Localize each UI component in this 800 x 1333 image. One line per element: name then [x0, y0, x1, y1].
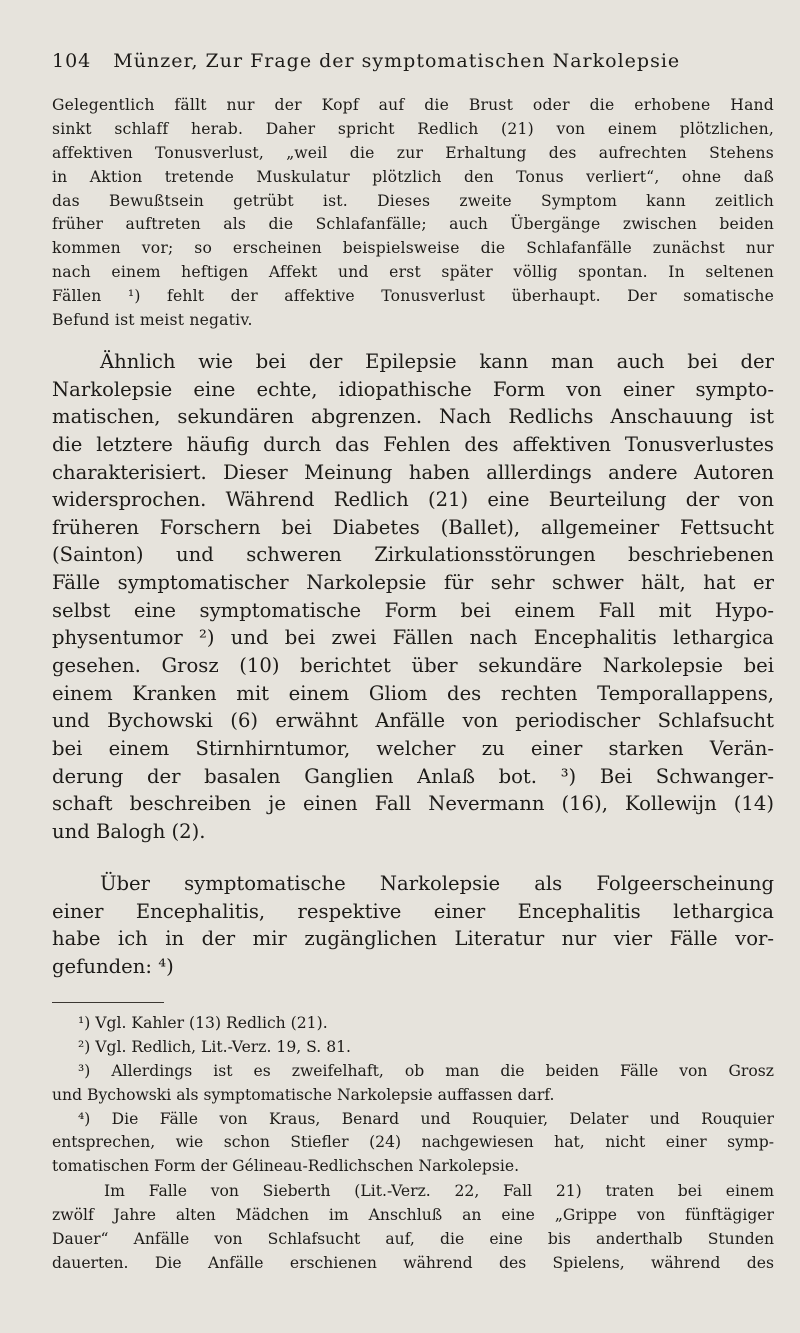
- text-line: habe ich in der mir zugänglichen Literatur nur vier Fälle vor-: [52, 927, 774, 951]
- page-number: 104: [52, 50, 92, 72]
- text-line: kommen vor; so erscheinen beispielsweise die Schlafanfälle zunächst nur: [52, 239, 774, 258]
- text-line: charakterisiert. Dieser Meinung haben alllerdings andere Autoren: [52, 460, 774, 484]
- text-line: und Bychowski (6) erwähnt Anfälle von periodischer Schlafsucht: [52, 709, 774, 733]
- text-line: früher auftreten als die Schlafanfälle; auch Übergänge zwischen beiden: [52, 215, 774, 234]
- text-line: gesehen. Grosz (10) berichtet über sekundäre Narkolepsie bei: [52, 654, 774, 678]
- text-line: selbst eine symptomatische Form bei einem Fall mit Hypo-: [52, 598, 774, 622]
- footnote-3: ³) Allerdings ist es zweifelhaft, ob man die beiden Fälle von Grosz: [78, 1061, 774, 1080]
- text-line: affektiven Tonusverlust, „weil die zur Erhaltung des aufrechten Stehens: [52, 143, 774, 162]
- text-line: schaft beschreiben je einen Fall Nevermann (16), Kollewijn (14): [52, 792, 774, 816]
- running-header: [52, 50, 724, 72]
- footnote-separator: [52, 1002, 164, 1003]
- text-line: derung der basalen Ganglien Anlaß bot. ³) Bei Schwanger-: [52, 764, 774, 788]
- text-line: Fälle symptomatischer Narkolepsie für sehr schwer hält, hat er: [52, 571, 774, 595]
- text-line: die letztere häufig durch das Fehlen des affektiven Tonusverlustes: [52, 432, 774, 456]
- footnote-1: ¹) Vgl. Kahler (13) Redlich (21).: [78, 1014, 328, 1032]
- text-line: Über symptomatische Narkolepsie als Folgeerscheinung: [100, 872, 774, 895]
- text-line: matischen, sekundären abgrenzen. Nach Redlichs Anschauung ist: [52, 405, 774, 429]
- text-line: Ähnlich wie bei der Epilepsie kann man auch bei der: [100, 350, 774, 373]
- text-line: Fällen ¹) fehlt der affektive Tonusverlust überhaupt. Der somatische: [52, 287, 774, 306]
- text-line: gefunden: ⁴): [52, 954, 174, 978]
- text-line: sinkt schlaff herab. Daher spricht Redlich (21) von einem plötzlichen,: [52, 119, 774, 138]
- small-print-paragraph: [52, 94, 774, 333]
- footnote-4: ⁴) Die Fälle von Kraus, Benard und Rouquier, Delater und Rouquier: [78, 1109, 774, 1128]
- footnote-2: ²) Vgl. Redlich, Lit.-Verz. 19, S. 81.: [78, 1037, 351, 1056]
- text-line: zwölf Jahre alten Mädchen im Anschluß an eine „Grippe von fünftägiger: [52, 1205, 774, 1224]
- text-line: einem Kranken mit einem Gliom des rechten Temporallappens,: [52, 681, 774, 705]
- text-line: früheren Forschern bei Diabetes (Ballet), allgemeiner Fettsucht: [52, 515, 774, 539]
- footnote-3-cont: und Bychowski als symptomatische Narkolepsie auffassen darf.: [52, 1085, 555, 1104]
- main-paragraph-2: [52, 870, 774, 981]
- text-line: einer Encephalitis, respektive einer Encephalitis lethargica: [52, 899, 774, 923]
- text-line: physentumor ²) und bei zwei Fällen nach Encephalitis lethargica: [52, 626, 774, 650]
- text-line: Narkolepsie eine echte, idiopathische Form von einer sympto-: [52, 377, 774, 401]
- footnote-4-cont: entsprechen, wie schon Stiefler (24) nachgewiesen hat, nicht einer symp-: [52, 1133, 774, 1152]
- text-line: nach einem heftigen Affekt und erst später völlig spontan. In seltenen: [52, 263, 774, 282]
- main-paragraph-1: [52, 348, 774, 846]
- text-line: Im Falle von Sieberth (Lit.-Verz. 22, Fall 21) traten bei einem: [104, 1182, 774, 1200]
- text-line: dauerten. Die Anfälle erschienen während des Spielens, während des: [52, 1253, 774, 1272]
- text-line: und Balogh (2).: [52, 819, 206, 843]
- final-paragraph: [52, 1180, 774, 1276]
- text-line: (Sainton) und schweren Zirkulationsstörungen beschriebenen: [52, 543, 774, 567]
- text-line: in Aktion tretende Muskulatur plötzlich den Tonus verliert“, ohne daß: [52, 167, 774, 186]
- text-line: Dauer“ Anfälle von Schlafsucht auf, die eine bis anderthalb Stunden: [52, 1229, 774, 1248]
- text-line: bei einem Stirnhirntumor, welcher zu einer starken Verän-: [52, 736, 774, 760]
- text-line: widersprochen. Während Redlich (21) eine Beurteilung der von: [52, 488, 774, 512]
- text-line: Befund ist meist negativ.: [52, 311, 253, 330]
- running-title: Münzer, Zur Frage der symptomatischen Narkolepsie: [113, 50, 681, 72]
- text-line: Gelegentlich fällt nur der Kopf auf die Brust oder die erhobene Hand: [52, 96, 774, 114]
- footnotes: [52, 1012, 774, 1179]
- footnote-4-cont: tomatischen Form der Gélineau-Redlichschen Narkolepsie.: [52, 1157, 520, 1176]
- text-line: das Bewußtsein getrübt ist. Dieses zweite Symptom kann zeitlich: [52, 191, 774, 210]
